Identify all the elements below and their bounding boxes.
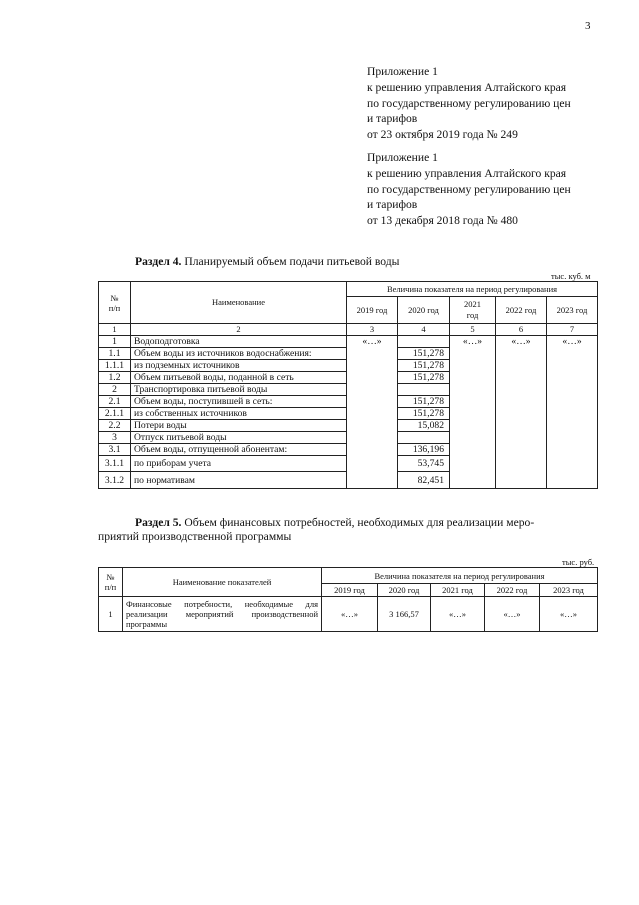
row-number: 1 bbox=[99, 597, 123, 632]
value-2020: 136,196 bbox=[398, 444, 450, 456]
row-number: 3.1.1 bbox=[99, 456, 131, 472]
row-name: Финансовые потребности, необходимые для реализации мероприятий производственной программы bbox=[123, 597, 322, 632]
row-number: 2.1 bbox=[99, 396, 131, 408]
column-header-year: 2022 год bbox=[496, 297, 547, 324]
value-2020 bbox=[398, 432, 450, 444]
column-number: 2 bbox=[131, 324, 347, 336]
appendix-line: от 13 декабря 2018 года № 480 bbox=[367, 214, 518, 228]
row-number: 2.1.1 bbox=[99, 408, 131, 420]
row-number: 3.1.2 bbox=[99, 472, 131, 489]
value-2020 bbox=[398, 336, 450, 348]
row-number: 1 bbox=[99, 336, 131, 348]
row-number: 3 bbox=[99, 432, 131, 444]
appendix-line: Приложение 1 bbox=[367, 151, 438, 164]
column-header-year: 2023 год bbox=[547, 297, 598, 324]
row-name: Объем воды из источников водоснабжения: bbox=[131, 348, 347, 360]
value-2019: «…» bbox=[322, 597, 378, 632]
section-5-unit: тыс. руб. bbox=[562, 557, 595, 567]
section-5-title-line2: приятий производственной программы bbox=[98, 530, 292, 543]
column-number: 4 bbox=[398, 324, 450, 336]
value-2020: 15,082 bbox=[398, 420, 450, 432]
row-name: Водоподготовка bbox=[131, 336, 347, 348]
column-header-year: 2021 год bbox=[431, 584, 485, 597]
value-2020: 53,745 bbox=[398, 456, 450, 472]
column-header-year: 2019 год bbox=[322, 584, 378, 597]
column-number: 3 bbox=[347, 324, 398, 336]
column-header-name: Наименование bbox=[131, 282, 347, 324]
column-header-year: 2019 год bbox=[347, 297, 398, 324]
water-supply-table bbox=[98, 281, 598, 489]
value-2020: 151,278 bbox=[398, 360, 450, 372]
row-number: 1.2 bbox=[99, 372, 131, 384]
value-2023: «…» bbox=[540, 597, 598, 632]
row-name: по нормативам bbox=[131, 472, 347, 489]
column-number: 7 bbox=[547, 324, 598, 336]
row-name: Транспортировка питьевой воды bbox=[131, 384, 347, 396]
value-2019: «…» bbox=[347, 336, 398, 489]
section-4-title-bold: Раздел 4. bbox=[135, 255, 182, 268]
row-name: из собственных источников bbox=[131, 408, 347, 420]
table-row bbox=[99, 336, 598, 348]
table-row bbox=[99, 597, 598, 632]
financial-needs-table bbox=[98, 567, 598, 632]
section-5-title-text: Объем финансовых потребностей, необходимых для реализации меро- bbox=[181, 516, 535, 529]
value-2020: 151,278 bbox=[398, 372, 450, 384]
column-header-number: № п/п bbox=[99, 282, 131, 324]
row-number: 3.1 bbox=[99, 444, 131, 456]
row-name: по приборам учета bbox=[131, 456, 347, 472]
appendix-block-current bbox=[367, 64, 571, 143]
row-name: Объем воды, поступившей в сеть: bbox=[131, 396, 347, 408]
row-number: 2.2 bbox=[99, 420, 131, 432]
value-2020: 151,278 bbox=[398, 396, 450, 408]
value-2022: «…» bbox=[496, 336, 547, 489]
appendix-line: от 23 октября 2019 года № 249 bbox=[367, 128, 518, 142]
section-5-title-bold: Раздел 5. bbox=[135, 516, 182, 529]
appendix-line: к решению управления Алтайского края bbox=[367, 166, 567, 180]
appendix-block-previous bbox=[367, 150, 571, 229]
column-header-name: Наименование показателей bbox=[123, 568, 322, 597]
value-2022: «…» bbox=[485, 597, 540, 632]
section-5-title bbox=[135, 516, 534, 529]
appendix-line: Приложение 1 bbox=[367, 65, 438, 78]
column-header-year: 2023 год bbox=[540, 584, 598, 597]
column-header-year: 2021 год bbox=[450, 297, 496, 324]
value-2020: 3 166,57 bbox=[378, 597, 431, 632]
value-2020: 151,278 bbox=[398, 408, 450, 420]
column-header-year: 2022 год bbox=[485, 584, 540, 597]
section-4-title bbox=[135, 255, 399, 268]
value-2020: 151,278 bbox=[398, 348, 450, 360]
row-name: Отпуск питьевой воды bbox=[131, 432, 347, 444]
column-number: 5 bbox=[450, 324, 496, 336]
row-name: Объем питьевой воды, поданной в сеть bbox=[131, 372, 347, 384]
row-name: Объем воды, отпущенной абонентам: bbox=[131, 444, 347, 456]
row-number: 1.1.1 bbox=[99, 360, 131, 372]
appendix-line: и тарифов bbox=[367, 112, 418, 126]
appendix-line: и тарифов bbox=[367, 198, 418, 212]
value-2021: «…» bbox=[450, 336, 496, 489]
appendix-line: к решению управления Алтайского края bbox=[367, 80, 567, 94]
appendix-line: по государственному регулированию цен bbox=[367, 182, 571, 196]
appendix-line: по государственному регулированию цен bbox=[367, 96, 571, 110]
column-header-period: Величина показателя на период регулирования bbox=[347, 282, 598, 297]
value-2023: «…» bbox=[547, 336, 598, 489]
row-name: из подземных источников bbox=[131, 360, 347, 372]
row-number: 1.1 bbox=[99, 348, 131, 360]
column-header-year: 2020 год bbox=[398, 297, 450, 324]
value-2020: 82,451 bbox=[398, 472, 450, 489]
row-name: Потери воды bbox=[131, 420, 347, 432]
column-header-year: 2020 год bbox=[378, 584, 431, 597]
row-number: 2 bbox=[99, 384, 131, 396]
section-4-unit: тыс. куб. м bbox=[551, 271, 591, 281]
column-header-period: Величина показателя на период регулирования bbox=[322, 568, 598, 584]
value-2021: «…» bbox=[431, 597, 485, 632]
column-number: 6 bbox=[496, 324, 547, 336]
value-2020 bbox=[398, 384, 450, 396]
page-number: 3 bbox=[585, 20, 591, 32]
section-4-title-text: Планируемый объем подачи питьевой воды bbox=[181, 255, 400, 268]
column-number: 1 bbox=[99, 324, 131, 336]
column-header-number: № п/п bbox=[99, 568, 123, 597]
